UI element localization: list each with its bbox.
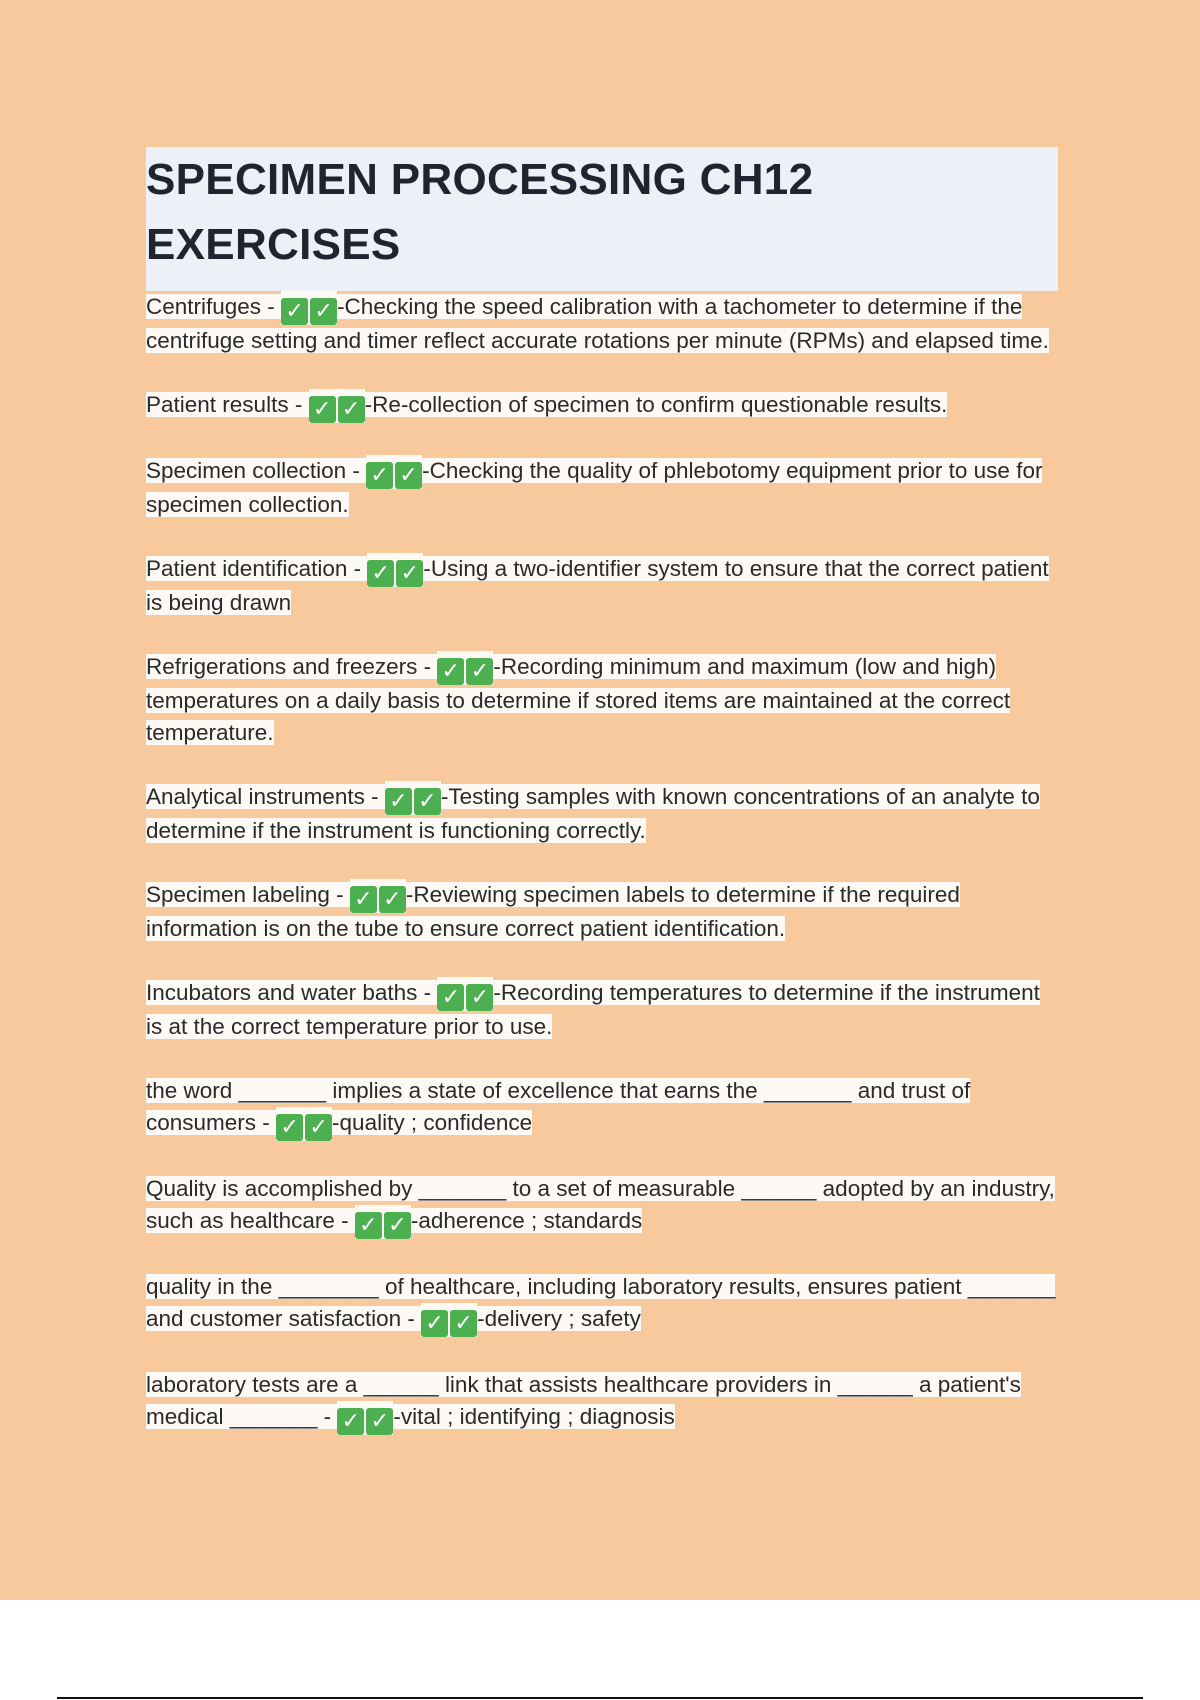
checkmark-icon: ✓ xyxy=(305,1114,332,1141)
entry-term: Specimen labeling - xyxy=(146,882,350,907)
entry-term: Refrigerations and freezers - xyxy=(146,654,438,679)
checkmark-icon: ✓ xyxy=(421,1310,448,1337)
check-badges xyxy=(276,1107,332,1141)
checkmark-icon: ✓ xyxy=(338,396,365,423)
entry-answer: -Testing samples with known concentrations of an analyte to determine if the instrument is functioning correctly. xyxy=(146,784,1040,843)
checkmark-icon: ✓ xyxy=(384,1212,411,1239)
list-item xyxy=(146,1369,1058,1435)
title-block xyxy=(146,147,1058,291)
checkmark-icon: ✓ xyxy=(310,298,337,325)
check-badges xyxy=(366,455,422,489)
check-badges xyxy=(350,879,406,913)
checkmark-icon: ✓ xyxy=(309,396,336,423)
list-item xyxy=(146,1271,1058,1337)
check-badges xyxy=(337,1401,393,1435)
footer-divider xyxy=(57,1697,1143,1699)
check-badges xyxy=(437,651,493,685)
list-item xyxy=(146,977,1058,1043)
entry-answer: -Recording minimum and maximum (low and high) temperatures on a daily basis to determine if stored items are maintained at the correct temperature. xyxy=(146,654,1011,745)
entry-answer: -Recording temperatures to determine if the instrument is at the correct temperature prior to use. xyxy=(146,980,1040,1039)
check-badges xyxy=(421,1303,477,1337)
page-title: SPECIMEN PROCESSING CH12 EXERCISES xyxy=(146,155,814,269)
entry-answer: -adherence ; standards xyxy=(410,1208,643,1233)
entry-answer: -delivery ; safety xyxy=(477,1306,641,1331)
check-badges xyxy=(281,291,337,325)
checkmark-icon: ✓ xyxy=(281,298,308,325)
list-item xyxy=(146,781,1058,847)
list-item xyxy=(146,651,1058,749)
list-item xyxy=(146,291,1058,357)
checkmark-icon: ✓ xyxy=(437,658,464,685)
entry-term: Incubators and water baths - xyxy=(146,980,438,1005)
entry-term: Centrifuges - xyxy=(146,294,282,319)
entry-term: Patient results - xyxy=(146,392,309,417)
check-badges xyxy=(437,977,493,1011)
check-badges xyxy=(309,389,365,423)
checkmark-icon: ✓ xyxy=(396,560,423,587)
entry-term: Patient identification - xyxy=(146,556,368,581)
entry-answer: -Checking the quality of phlebotomy equipment prior to use for specimen collection. xyxy=(146,458,1043,517)
checkmark-icon: ✓ xyxy=(437,984,464,1011)
entry-answer: -Re-collection of specimen to confirm questionable results. xyxy=(364,392,948,417)
checkmark-icon: ✓ xyxy=(385,788,412,815)
checkmark-icon: ✓ xyxy=(355,1212,382,1239)
check-badges xyxy=(385,781,441,815)
checkmark-icon: ✓ xyxy=(414,788,441,815)
entry-answer: -Reviewing specimen labels to determine if the required information is on the tube to ensure correct patient identification. xyxy=(146,882,960,941)
list-item xyxy=(146,1173,1058,1239)
list-item xyxy=(146,389,1058,423)
list-item xyxy=(146,553,1058,619)
checkmark-icon: ✓ xyxy=(366,1408,393,1435)
entry-answer: -Checking the speed calibration with a tachometer to determine if the centrifuge setting and timer reflect accurate rotations per minute (RPMs) and elapsed time. xyxy=(146,294,1049,353)
entry-answer: -Using a two-identifier system to ensure that the correct patient is being drawn xyxy=(146,556,1049,615)
entry-term: Analytical instruments - xyxy=(146,784,385,809)
checkmark-icon: ✓ xyxy=(466,984,493,1011)
entry-answer: -vital ; identifying ; diagnosis xyxy=(393,1404,675,1429)
checkmark-icon: ✓ xyxy=(466,658,493,685)
checkmark-icon: ✓ xyxy=(337,1408,364,1435)
checkmark-icon: ✓ xyxy=(450,1310,477,1337)
checkmark-icon: ✓ xyxy=(395,462,422,489)
entry-term: laboratory tests are a ______ link that assists healthcare providers in ______ a patient's medical _______ - xyxy=(146,1372,1021,1429)
check-badges xyxy=(355,1205,411,1239)
list-item xyxy=(146,879,1058,945)
list-item xyxy=(146,455,1058,521)
entry-answer: -quality ; confidence xyxy=(332,1110,533,1135)
checkmark-icon: ✓ xyxy=(276,1114,303,1141)
check-badges xyxy=(367,553,423,587)
list-item xyxy=(146,1075,1058,1141)
entry-term: Specimen collection - xyxy=(146,458,367,483)
checkmark-icon: ✓ xyxy=(366,462,393,489)
checkmark-icon: ✓ xyxy=(350,886,377,913)
checkmark-icon: ✓ xyxy=(379,886,406,913)
entry-list xyxy=(146,291,1058,1435)
entry-term: the word _______ implies a state of excellence that earns the _______ and trust of consumers - xyxy=(146,1078,971,1135)
entry-term: Quality is accomplished by _______ to a set of measurable ______ adopted by an industry, such as healthcare - xyxy=(146,1176,1055,1233)
checkmark-icon: ✓ xyxy=(367,560,394,587)
entry-term: quality in the ________ of healthcare, including laboratory results, ensures patient _______ and customer satisfaction - xyxy=(146,1274,1056,1331)
document-body xyxy=(146,147,1058,1467)
